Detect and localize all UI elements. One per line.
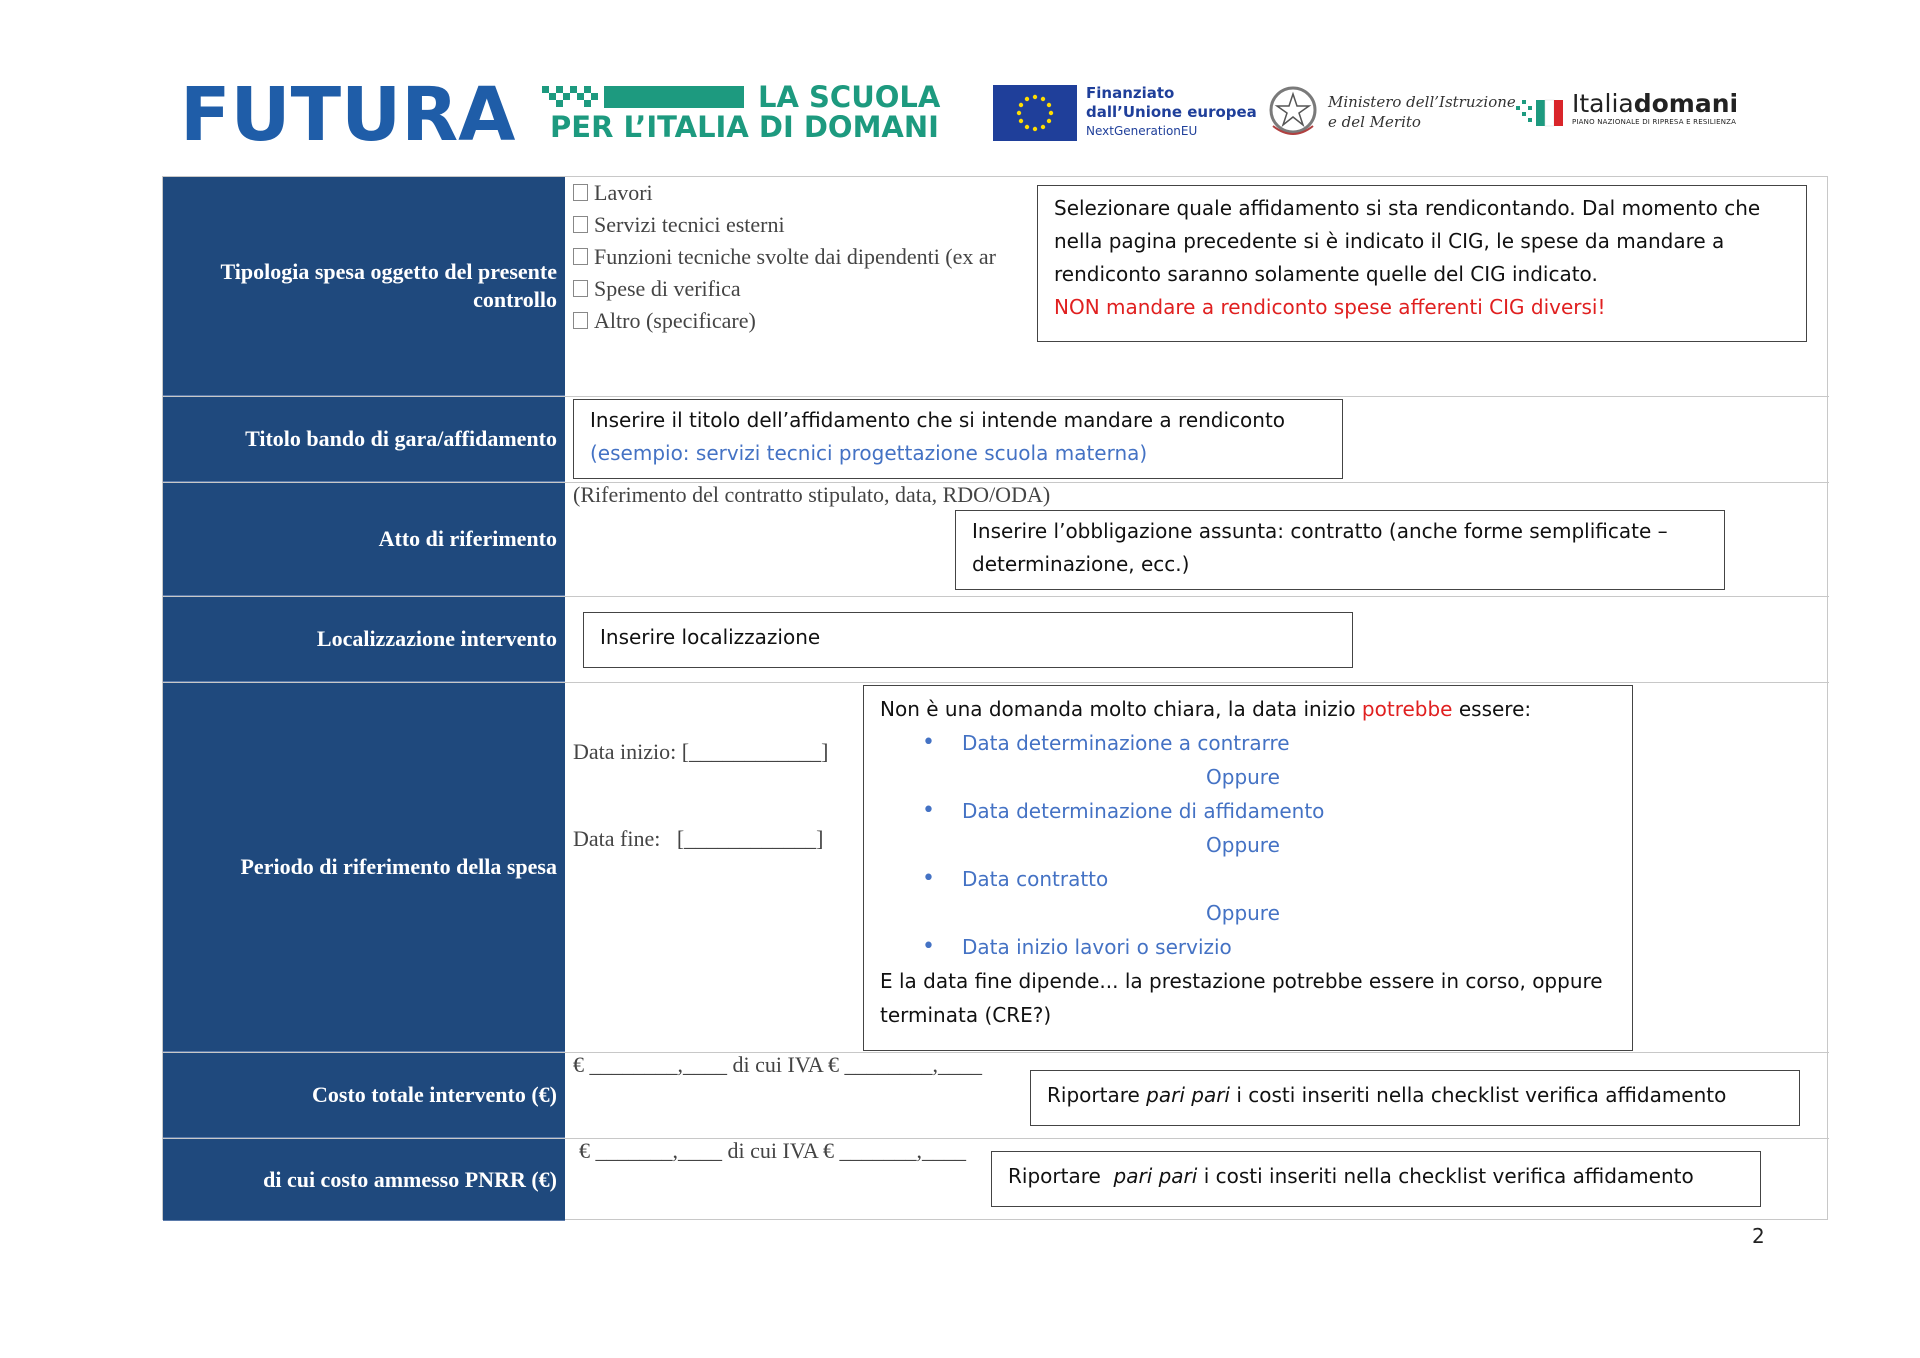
eu-line1: Finanziato: [1086, 84, 1175, 102]
annotation-text-end: i costi inseriti nella checklist verifica affidamento: [1229, 1083, 1727, 1107]
republic-emblem-icon: [1265, 82, 1321, 142]
pixel-decoration: [584, 100, 591, 107]
list-item: • Data determinazione a contrarre: [880, 726, 1616, 760]
annotation-example: (esempio: servizi tecnici progettazione scuola materna): [590, 441, 1148, 465]
option-funzioni-tecniche[interactable]: [573, 241, 1029, 273]
annotation-end: E la data fine dipende... la prestazione potrebbe essere in corso, oppure terminata (CRE?): [880, 969, 1603, 1027]
list-item: • Data inizio lavori o servizio: [880, 930, 1616, 964]
value-costo-ammesso: [565, 1139, 1829, 1221]
option-lavori[interactable]: [573, 177, 1029, 209]
list-item: • Data determinazione di affidamento: [880, 794, 1616, 828]
list-item: • Data contratto: [880, 862, 1616, 896]
oppure-text: Oppure: [1206, 901, 1280, 925]
option-label: Spese di verifica: [594, 276, 741, 301]
value-costo-totale: [565, 1053, 1829, 1138]
pixel-decoration: [549, 93, 556, 100]
label-titolo: Titolo bando di gara/affidamento: [163, 397, 565, 482]
date-options-list: [880, 726, 1616, 964]
annotation-text: Selezionare quale affidamento si sta rendicontando. Dal momento che nella pagina precedente si è indicato il CIG, le spese da mandare a rendiconto saranno solamente quelle del CIG indicato.: [1054, 196, 1761, 286]
annotation-emphasis: pari pari: [1146, 1083, 1230, 1107]
data-fine-field[interactable]: Data fine: [____________]: [573, 826, 824, 851]
annotation-text-end: i costi inseriti nella checklist verifica affidamento: [1197, 1164, 1694, 1188]
row-tipologia: [163, 177, 1829, 397]
eu-stars-icon: [993, 85, 1077, 141]
value-tipologia: [565, 177, 1829, 396]
row-costo-totale: [163, 1053, 1829, 1139]
annotation-localizzazione: Inserire localizzazione: [583, 612, 1353, 668]
annotation-emphasis: pari pari: [1113, 1164, 1198, 1188]
label-periodo: Periodo di riferimento della spesa: [163, 683, 565, 1052]
scuola-bar: [604, 86, 744, 108]
intro-text: Non è una domanda molto chiara, la data inizio: [880, 697, 1362, 721]
italia-prefix: Italia: [1572, 89, 1634, 118]
oppure-text: Oppure: [1206, 765, 1280, 789]
annotation-intro: [880, 692, 1616, 726]
ministero-logo-text: [1328, 92, 1516, 132]
costo-totale-field[interactable]: € ________,____ di cui IVA € ________,____: [573, 1052, 983, 1077]
row-periodo: [163, 683, 1829, 1053]
row-titolo: [163, 397, 1829, 483]
costo-ammesso-field[interactable]: € _______,____ di cui IVA € _______,____: [579, 1138, 967, 1163]
value-atto: [565, 483, 1829, 596]
pixel-decoration: [542, 86, 549, 93]
label-costo-totale: Costo totale intervento (€): [163, 1053, 565, 1138]
pixel-decoration: [563, 93, 570, 100]
annotation-tipologia: [1037, 185, 1807, 342]
oppure-text: Oppure: [1206, 833, 1280, 857]
option-servizi-tecnici[interactable]: [573, 209, 1029, 241]
italia-bold: domani: [1633, 89, 1739, 118]
label-costo-ammesso: di cui costo ammesso PNRR (€): [163, 1139, 565, 1221]
checkbox-icon[interactable]: [573, 312, 588, 329]
eu-funding-text: [1086, 84, 1257, 141]
eu-line3: NextGenerationEU: [1086, 124, 1198, 138]
eu-flag-logo: [993, 85, 1077, 141]
annotation-costo-totale: [1030, 1070, 1800, 1126]
label-atto: Atto di riferimento: [163, 483, 565, 596]
pixel-decoration: [584, 86, 591, 93]
page-number: 2: [1752, 1224, 1765, 1248]
row-atto: [163, 483, 1829, 597]
annotation-atto: Inserire l’obbligazione assunta: contratto (anche forme semplificate – determinazione, ecc.): [955, 510, 1725, 590]
row-costo-ammesso: [163, 1139, 1829, 1221]
scuola-line2: PER L’ITALIA DI DOMANI: [550, 110, 939, 144]
eu-line2: dall’Unione europea: [1086, 103, 1257, 121]
intro-text-end: essere:: [1452, 697, 1532, 721]
italia-flag-icon: [1516, 92, 1566, 132]
pixel-decoration: [556, 86, 563, 93]
scuola-line1: LA SCUOLA: [758, 80, 941, 114]
italia-sub: PIANO NAZIONALE DI RIPRESA E RESILIENZA: [1572, 118, 1737, 126]
option-label: Servizi tecnici esterni: [594, 212, 785, 237]
pixel-decoration: [577, 93, 584, 100]
checkbox-icon[interactable]: [573, 184, 588, 201]
value-titolo: [565, 397, 1829, 482]
spesa-form-table: [162, 176, 1828, 1220]
annotation-text: Inserire il titolo dell’affidamento che si intende mandare a rendiconto: [590, 408, 1286, 432]
scuola-logo: [542, 82, 952, 146]
option-label: Altro (specificare): [594, 308, 756, 333]
annotation-text: Riportare: [1047, 1083, 1147, 1107]
checkbox-icon[interactable]: [573, 280, 588, 297]
annotation-periodo: [863, 685, 1633, 1051]
option-spese-verifica[interactable]: [573, 273, 1029, 305]
label-tipologia: Tipologia spesa oggetto del presente controllo: [163, 177, 565, 396]
italiadomani-logo: [1572, 90, 1738, 127]
annotation-warning: NON mandare a rendiconto spese afferenti CIG diversi!: [1054, 295, 1606, 319]
label-localizzazione: Localizzazione intervento: [163, 597, 565, 682]
checkbox-icon[interactable]: [573, 248, 588, 265]
option-label: Lavori: [594, 180, 653, 205]
atto-hint: (Riferimento del contratto stipulato, data, RDO/ODA): [573, 482, 1051, 507]
annotation-titolo: [573, 399, 1343, 479]
value-periodo: [565, 683, 1829, 1052]
pixel-decoration: [556, 100, 563, 107]
pixel-decoration: [570, 86, 577, 93]
value-localizzazione: [565, 597, 1829, 682]
ministero-line2: e del Merito: [1328, 113, 1421, 131]
checkbox-icon[interactable]: [573, 216, 588, 233]
pixel-decoration: [591, 93, 598, 100]
option-label: Funzioni tecniche svolte dai dipendenti (ex ar: [594, 244, 996, 269]
annotation-text: Riportare: [1008, 1164, 1114, 1188]
intro-highlight: potrebbe: [1361, 697, 1453, 721]
futura-logo: FUTURA: [180, 72, 516, 158]
ministero-line1: Ministero dell’Istruzione: [1328, 93, 1516, 111]
data-inizio-field[interactable]: Data inizio: [____________]: [573, 739, 829, 764]
row-localizzazione: [163, 597, 1829, 683]
annotation-costo-ammesso: [991, 1151, 1761, 1207]
option-altro[interactable]: [573, 305, 1029, 337]
